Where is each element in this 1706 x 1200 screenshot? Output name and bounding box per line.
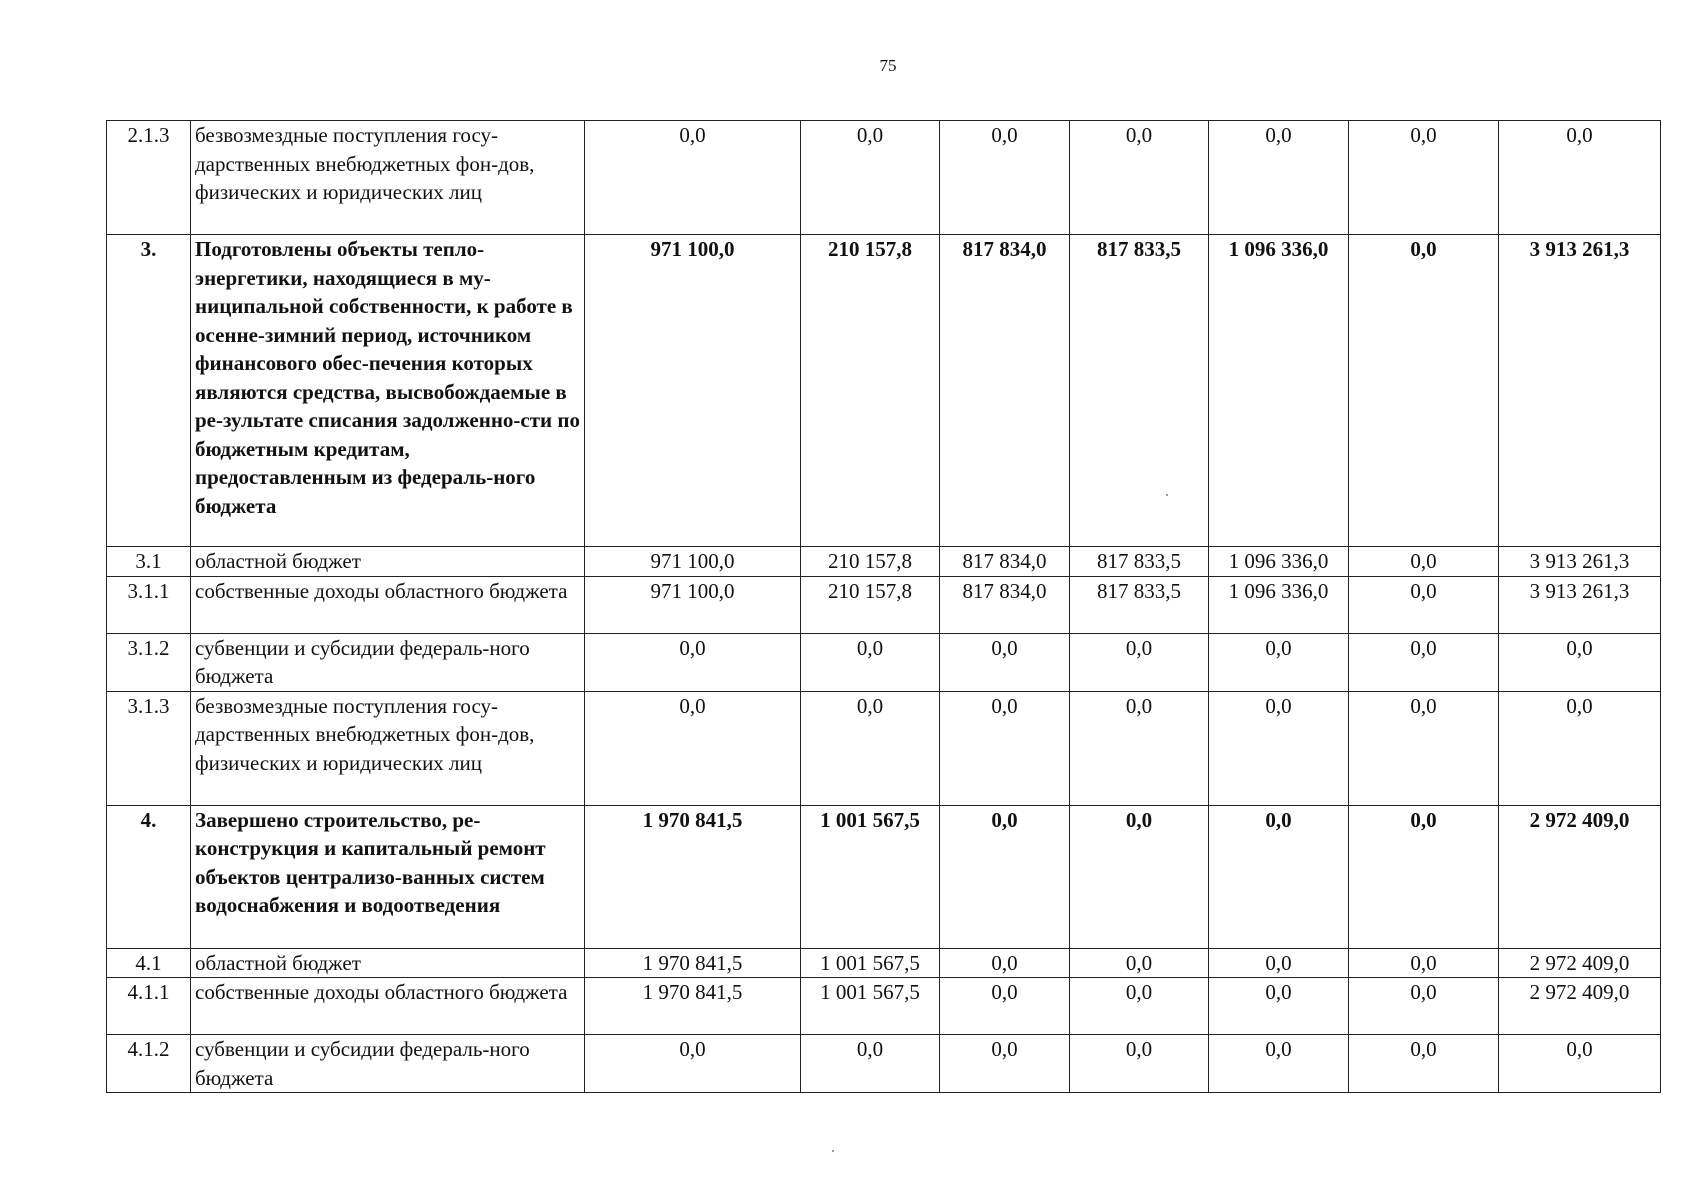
scan-speck: [1166, 494, 1168, 496]
value-cell: 0,0: [1349, 633, 1499, 691]
value-cell: 817 834,0: [940, 235, 1070, 547]
value-cell: 210 157,8: [801, 235, 940, 547]
value-cell: 1 001 567,5: [801, 948, 940, 978]
value-cell: 0,0: [1209, 691, 1349, 805]
value-cell: 0,0: [1070, 691, 1209, 805]
row-number: 3.: [107, 235, 191, 547]
value-cell: 1 970 841,5: [585, 805, 801, 948]
value-cell: 0,0: [940, 978, 1070, 1035]
value-cell: 0,0: [585, 633, 801, 691]
value-cell: 0,0: [801, 633, 940, 691]
value-cell: 0,0: [1070, 633, 1209, 691]
table-row: [107, 576, 1661, 633]
value-cell: 0,0: [940, 948, 1070, 978]
value-cell: 0,0: [801, 691, 940, 805]
value-cell: 1 096 336,0: [1209, 547, 1349, 577]
value-cell: 0,0: [940, 1035, 1070, 1093]
value-cell: 0,0: [940, 805, 1070, 948]
value-cell: 817 833,5: [1070, 576, 1209, 633]
budget-table: [106, 120, 1661, 1093]
value-cell: 0,0: [1349, 805, 1499, 948]
value-cell: 0,0: [1499, 121, 1661, 235]
value-cell: 0,0: [801, 1035, 940, 1093]
value-cell: 817 834,0: [940, 576, 1070, 633]
value-cell: 0,0: [1349, 1035, 1499, 1093]
value-cell: 0,0: [1349, 691, 1499, 805]
row-label: субвенции и субсидии федераль-ного бюджета: [191, 1035, 585, 1093]
value-cell: 0,0: [801, 121, 940, 235]
value-cell: 0,0: [1349, 547, 1499, 577]
value-cell: 817 833,5: [1070, 547, 1209, 577]
value-cell: 1 096 336,0: [1209, 235, 1349, 547]
value-cell: 0,0: [1349, 576, 1499, 633]
value-cell: 0,0: [1209, 978, 1349, 1035]
row-number: 3.1: [107, 547, 191, 577]
value-cell: 1 096 336,0: [1209, 576, 1349, 633]
value-cell: 0,0: [1070, 948, 1209, 978]
row-label: Подготовлены объекты тепло-энергетики, находящиеся в му-ниципальной собственности, к работе в осенне-зимний период, источником финансового обес-печения которых являются средства, высвобождаемые в ре-зультате списания задолженно-сти по бюджетным кредитам, предоставленным из федераль-ного бюджета: [191, 235, 585, 547]
value-cell: 0,0: [585, 121, 801, 235]
row-label: Завершено строительство, ре-конструкция и капитальный ремонт объектов централизо-ванных систем водоснабжения и водоотведения: [191, 805, 585, 948]
value-cell: 3 913 261,3: [1499, 547, 1661, 577]
table-row: [107, 978, 1661, 1035]
value-cell: 0,0: [1070, 978, 1209, 1035]
value-cell: 0,0: [940, 633, 1070, 691]
value-cell: 2 972 409,0: [1499, 948, 1661, 978]
row-label: областной бюджет: [191, 948, 585, 978]
table-row: [107, 1035, 1661, 1093]
table-row: [107, 633, 1661, 691]
row-label: областной бюджет: [191, 547, 585, 577]
value-cell: 0,0: [1209, 948, 1349, 978]
table-row: [107, 948, 1661, 978]
value-cell: 3 913 261,3: [1499, 576, 1661, 633]
value-cell: 0,0: [1499, 633, 1661, 691]
value-cell: 0,0: [585, 691, 801, 805]
value-cell: 971 100,0: [585, 547, 801, 577]
row-label: субвенции и субсидии федераль-ного бюджета: [191, 633, 585, 691]
value-cell: 0,0: [1070, 1035, 1209, 1093]
value-cell: 1 970 841,5: [585, 948, 801, 978]
value-cell: 0,0: [1499, 691, 1661, 805]
row-number: 4.: [107, 805, 191, 948]
row-label: собственные доходы областного бюджета: [191, 576, 585, 633]
value-cell: 971 100,0: [585, 576, 801, 633]
value-cell: 817 833,5: [1070, 235, 1209, 547]
value-cell: 0,0: [1209, 805, 1349, 948]
value-cell: 3 913 261,3: [1499, 235, 1661, 547]
value-cell: 1 001 567,5: [801, 805, 940, 948]
value-cell: 817 834,0: [940, 547, 1070, 577]
table-row: [107, 235, 1661, 547]
value-cell: 971 100,0: [585, 235, 801, 547]
value-cell: 0,0: [1499, 1035, 1661, 1093]
row-number: 4.1.1: [107, 978, 191, 1035]
value-cell: 0,0: [1070, 121, 1209, 235]
value-cell: 0,0: [1070, 805, 1209, 948]
row-number: 4.1.2: [107, 1035, 191, 1093]
value-cell: 0,0: [1209, 121, 1349, 235]
page-number: 75: [879, 56, 897, 75]
value-cell: 0,0: [1349, 235, 1499, 547]
value-cell: 0,0: [585, 1035, 801, 1093]
value-cell: 0,0: [1349, 948, 1499, 978]
row-number: 3.1.1: [107, 576, 191, 633]
value-cell: 0,0: [1349, 121, 1499, 235]
value-cell: 2 972 409,0: [1499, 805, 1661, 948]
table-row: [107, 547, 1661, 577]
scan-speck: [832, 1150, 834, 1152]
row-label: безвозмездные поступления госу-дарственных внебюджетных фон-дов, физических и юридических лиц: [191, 691, 585, 805]
value-cell: 0,0: [1209, 633, 1349, 691]
row-number: 3.1.3: [107, 691, 191, 805]
value-cell: 1 970 841,5: [585, 978, 801, 1035]
value-cell: 0,0: [940, 691, 1070, 805]
row-number: 3.1.2: [107, 633, 191, 691]
value-cell: 210 157,8: [801, 576, 940, 633]
value-cell: 1 001 567,5: [801, 978, 940, 1035]
table-row: [107, 691, 1661, 805]
value-cell: 210 157,8: [801, 547, 940, 577]
value-cell: 0,0: [1349, 978, 1499, 1035]
value-cell: 2 972 409,0: [1499, 978, 1661, 1035]
row-number: 2.1.3: [107, 121, 191, 235]
value-cell: 0,0: [940, 121, 1070, 235]
row-number: 4.1: [107, 948, 191, 978]
table-row: [107, 805, 1661, 948]
row-label: собственные доходы областного бюджета: [191, 978, 585, 1035]
value-cell: 0,0: [1209, 1035, 1349, 1093]
table-body: [107, 121, 1661, 1093]
row-label: безвозмездные поступления госу-дарственных внебюджетных фон-дов, физических и юридических лиц: [191, 121, 585, 235]
table-row: [107, 121, 1661, 235]
